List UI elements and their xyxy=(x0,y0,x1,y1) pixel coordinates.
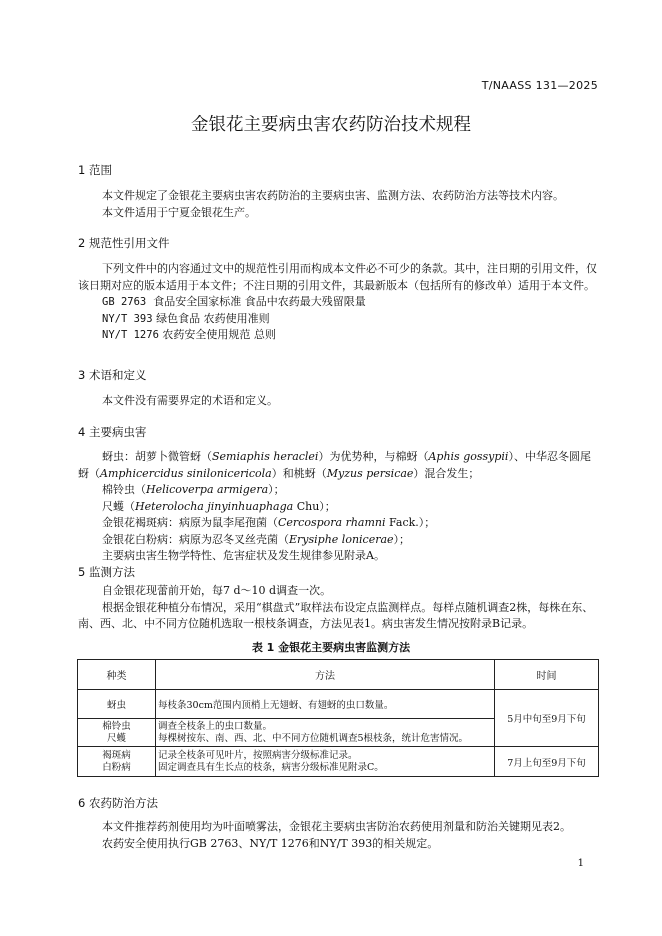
section-2-heading: 2 规范性引用文件 xyxy=(78,236,170,250)
pest-cotton-bollworm xyxy=(78,482,598,499)
cell-method xyxy=(156,747,495,777)
cell-kind-line: 棉铃虫 xyxy=(102,720,131,732)
page-title: 金银花主要病虫害农药防治技术规程 xyxy=(191,115,471,135)
reference-1-title: 食品安全国家标准 食品中农药最大残留限量 xyxy=(153,295,366,308)
cell-method-line: 固定调查具有生长点的枝条，病害分级标准见附录C。 xyxy=(158,761,384,773)
section-5-para-2: 根据金银花种植分布情况，采用“棋盘式”取样法布设定点监测样点。每样点随机调查2株，每株在东、南、西、北、中不同方位随机选取一根枝条调查，方法见表1。病虫害发生情况按附录B记录。 xyxy=(78,600,594,630)
latin-name: Cercospora rhamni xyxy=(278,516,386,529)
text: Fack.）； xyxy=(385,516,436,529)
section-5-para-1: 自金银花现蕾前开始，每7 d～10 d调查一次。 xyxy=(102,584,332,597)
latin-name: Amphicercidus sinilonicericola xyxy=(100,466,272,480)
table-row xyxy=(78,747,599,777)
text: ）混合发生； xyxy=(413,466,480,480)
latin-name: Erysiphe lonicerae xyxy=(289,532,394,546)
cell-kind xyxy=(78,719,156,747)
section-2-para: 下列文件中的内容通过文中的规范性引用而构成本文件必不可少的条款。其中，注日期的引用文件，仅该日期对应的版本适用于本文件；不注日期的引用文件，其最新版本（包括所有的修改单）适用于本文件。 xyxy=(78,262,597,292)
section-5-heading: 5 监测方法 xyxy=(78,565,135,579)
monitoring-table xyxy=(77,659,599,777)
pest-looper xyxy=(78,499,598,516)
section-3-heading: 3 术语和定义 xyxy=(78,368,147,382)
text: ）为优势种，与棉蚜（ xyxy=(318,450,429,463)
text: ）； xyxy=(393,532,411,546)
section-6-para-2: 农药安全使用执行GB 2763、NY/T 1276和NY/T 393的相关规定。 xyxy=(102,836,439,850)
reference-3-code: NY/T 1276 xyxy=(102,329,159,341)
section-1-body xyxy=(78,188,598,221)
cell-kind: 蚜虫 xyxy=(78,690,156,719)
reference-2 xyxy=(78,311,598,328)
table-caption: 表 1 金银花主要病虫害监测方法 xyxy=(251,641,411,654)
reference-3 xyxy=(78,327,598,344)
header-time: 时间 xyxy=(495,660,599,690)
cell-method-line: 记录全枝条可见叶片，按照病害分级标准记录。 xyxy=(158,749,358,761)
cell-method: 每枝条30cm范围内顶梢上无翅蚜、有翅蚜的虫口数量。 xyxy=(156,690,495,719)
latin-name: Heterolocha jinyinhuaphaga xyxy=(135,499,294,513)
text: Chu）； xyxy=(293,499,336,513)
section-1-para-1: 本文件规定了金银花主要病虫害农药防治的主要病虫害、监测方法、农药防治方法等技术内容。 xyxy=(102,189,564,202)
text: 蚜虫：胡萝卜微管蚜（ xyxy=(102,450,212,463)
disease-brown-spot xyxy=(78,515,598,532)
section-4-body xyxy=(78,449,598,565)
section-1-para-2: 本文件适用于宁夏金银花生产。 xyxy=(102,205,256,219)
latin-name: Myzus persicae xyxy=(326,466,414,480)
section-3-body xyxy=(78,393,598,410)
table-row xyxy=(78,690,599,719)
section-2-body xyxy=(78,261,598,344)
text: ）和桃蚜（ xyxy=(271,466,327,480)
section-6-para-1: 本文件推荐药剂使用均为叶面喷雾法，金银花主要病虫害防治农药使用剂量和防治关键期见表2。 xyxy=(102,820,571,833)
cell-kind-line: 尺蠖 xyxy=(106,732,126,744)
cell-time: 5月中旬至9月下旬 xyxy=(495,690,599,747)
disease-powdery-mildew xyxy=(78,532,598,549)
appendix-a-note: 主要病虫害生物学特性、危害症状及发生规律参见附录A。 xyxy=(102,549,385,562)
cell-kind xyxy=(78,747,156,777)
section-6-heading: 6 农药防治方法 xyxy=(78,796,158,810)
section-3-para: 本文件没有需要界定的术语和定义。 xyxy=(102,394,278,407)
reference-3-title: 农药安全使用规范 总则 xyxy=(162,328,276,341)
section-1-heading: 1 范围 xyxy=(78,163,112,177)
cell-kind-line: 白粉病 xyxy=(102,761,131,773)
text: ）； xyxy=(268,483,285,496)
reference-1-code: GB 2763 xyxy=(102,296,147,308)
header-method: 方法 xyxy=(156,660,495,690)
latin-name: Aphis gossypii xyxy=(428,450,509,463)
text: 金银花褐斑病：病原为鼠李尾孢菌（ xyxy=(102,516,278,529)
latin-name: Helicoverpa armigera xyxy=(146,483,269,496)
pest-aphid xyxy=(78,449,598,482)
text: 金银花白粉病：病原为忍冬叉丝壳菌（ xyxy=(102,532,289,546)
section-6-body xyxy=(78,819,598,852)
section-5-body xyxy=(78,583,598,633)
reference-1 xyxy=(78,294,598,311)
table-header-row xyxy=(78,660,599,690)
cell-method-line: 每棵树按东、南、西、北、中不同方位随机调查5根枝条，统计危害情况。 xyxy=(158,732,469,744)
page-number: 1 xyxy=(577,858,584,869)
header-kind: 种类 xyxy=(78,660,156,690)
text: 尺蠖（ xyxy=(102,499,135,513)
cell-time: 7月上旬至9月下旬 xyxy=(495,747,599,777)
text: 棉铃虫（ xyxy=(102,483,146,496)
cell-kind-line: 褐斑病 xyxy=(102,749,131,761)
cell-method xyxy=(156,719,495,747)
text: ）、中华忍冬圆尾蚜（ xyxy=(78,450,591,480)
latin-name: Semiaphis heraclei xyxy=(212,450,319,463)
document-code: T/NAASS 131—2025 xyxy=(481,79,598,92)
section-4-heading: 4 主要病虫害 xyxy=(78,425,147,439)
reference-2-code: NY/T 393 xyxy=(102,312,153,325)
cell-method-line: 调查全枝条上的虫口数量。 xyxy=(158,720,273,732)
reference-2-title: 绿色食品 农药使用准则 xyxy=(156,311,270,325)
